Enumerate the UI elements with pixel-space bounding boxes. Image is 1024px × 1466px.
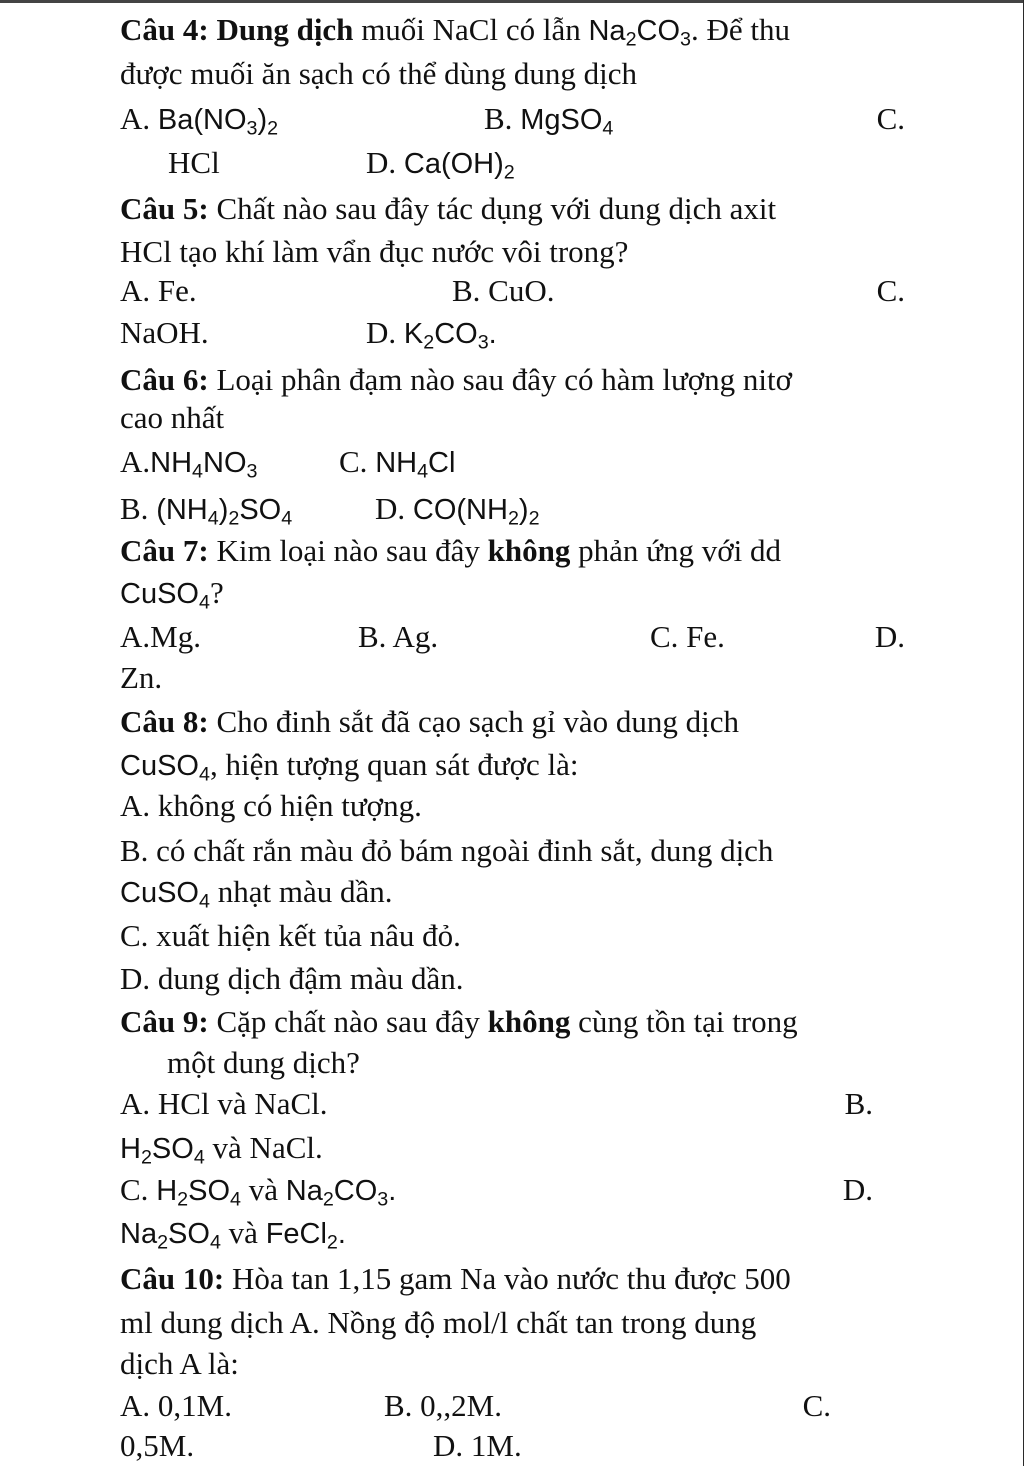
q9-option-b-value[interactable]	[120, 1128, 905, 1169]
q9-option-b[interactable]: B.	[844, 1086, 873, 1121]
q5-stem-line-2: HCl tạo khí làm vẩn đục nước vôi trong?	[120, 234, 629, 269]
q4-label: Câu 4:	[120, 12, 209, 47]
formula-urea: $CO(NH_2)_2$	[412, 494, 540, 530]
q9-option-d-value[interactable]	[120, 1213, 905, 1254]
q8-label: Câu 8:	[120, 704, 209, 739]
q10-option-d[interactable]: D. 1M.	[433, 1428, 522, 1463]
q9-option-b-end: và NaCl.	[204, 1130, 323, 1165]
q8-option-d[interactable]: D. dung dịch đậm màu dần.	[120, 961, 464, 996]
q9-label: Câu 9:	[120, 1004, 209, 1039]
q7-option-c[interactable]: C. Fe.	[650, 619, 725, 654]
formula-nh4cl: $NH_4Cl$	[375, 447, 456, 483]
formula-fecl2: FeCl$_2$.	[265, 1218, 346, 1254]
q8-option-c[interactable]: C. xuất hiện kết tủa nâu đỏ.	[120, 918, 461, 953]
q7-stem-emphasis: không	[487, 533, 571, 568]
q6-option-a[interactable]: $A.NH_4NO_3$	[120, 444, 258, 483]
formula-na2so4: $Na_2SO_4$	[120, 1218, 221, 1254]
q6-option-b[interactable]: B. $(NH_4)_2SO_4$	[120, 491, 293, 530]
q8-option-b-line-1[interactable]: B. có chất rắn màu đỏ bám ngoài đinh sắt, dung dịch	[120, 833, 774, 868]
q4-stem-bold: Dung dịch	[208, 12, 354, 47]
q9-option-c[interactable]: C. $H_2SO_4$ và $Na_2CO_3$.	[120, 1172, 397, 1211]
q7-question-mark: ?	[209, 575, 224, 610]
q4-option-c-value[interactable]: HCl	[168, 145, 220, 180]
q8-option-b-end: nhạt màu dần.	[209, 874, 393, 909]
formula-cuso4-q8: CuSO$_4$	[120, 750, 210, 786]
q10-option-b[interactable]: B. 0,,2M.	[384, 1388, 502, 1423]
q9-option-d[interactable]: D.	[842, 1172, 873, 1207]
q8-option-a[interactable]: A. không có hiện tượng.	[120, 788, 422, 823]
q10-option-c[interactable]: C.	[802, 1388, 831, 1423]
q6-label: Câu 6:	[120, 362, 209, 397]
q8-stem-text-end: , hiện tượng quan sát được là:	[209, 747, 579, 782]
q5-stem-text: Chất nào sau đây tác dụng với dung dịch axit	[208, 191, 777, 226]
q10-stem-line-3: dịch A là:	[120, 1346, 239, 1381]
q4-option-a[interactable]: A. $Ba(NO_3)_2$	[120, 101, 279, 140]
q5-option-c-value[interactable]: NaOH.	[120, 315, 209, 350]
q5-option-a[interactable]: A. Fe.	[120, 273, 197, 308]
q9-stem-text-end: cùng tồn tại trong	[570, 1004, 798, 1039]
formula-mgso4: MgSO$_4$	[520, 104, 614, 140]
q8-stem-text: Cho đinh sắt đã cạo sạch gỉ vào dung dịch	[208, 704, 740, 739]
q6-stem-line-2: cao nhất	[120, 400, 225, 435]
q7-option-a[interactable]: A.Mg.	[120, 619, 201, 654]
q4-stem-line-2: được muối ăn sạch có thể dùng dung dịch	[120, 56, 638, 91]
q10-stem-line-2: ml dung dịch A. Nồng độ mol/l chất tan trong dung	[120, 1305, 757, 1340]
q4-option-c[interactable]: C.	[876, 101, 905, 136]
formula-nh4-2so4: $(NH_4)_2SO_4$	[156, 494, 293, 530]
q5-option-d[interactable]: D. $K_2CO_3$.	[366, 315, 497, 354]
q4-stem-line-1	[120, 10, 905, 51]
q5-option-b[interactable]: B. CuO.	[452, 273, 555, 308]
q6-option-c[interactable]: C. $NH_4Cl$	[339, 444, 456, 483]
formula-k2co3: $K_2CO_3$.	[403, 318, 497, 354]
q7-label: Câu 7:	[120, 533, 209, 568]
q10-option-c-value[interactable]: 0,5M.	[120, 1428, 195, 1463]
q8-option-b-line-2[interactable]	[120, 872, 905, 913]
top-border	[0, 0, 1024, 3]
q5-option-c[interactable]: C.	[876, 273, 905, 308]
q8-stem-line-2	[120, 745, 905, 786]
q6-stem-text: Loại phân đạm nào sau đây có hàm lượng nitơ	[208, 362, 793, 397]
formula-cuso4-q8b: CuSO$_4$	[120, 877, 210, 913]
formula-na2co3: $Na_2CO_3$	[588, 15, 691, 51]
q7-stem-line-1	[120, 531, 905, 571]
formula-h2so4: $H_2SO_4$	[120, 1133, 205, 1169]
q10-option-a[interactable]: A. 0,1M.	[120, 1388, 232, 1423]
q9-stem-line-1	[120, 1002, 905, 1042]
q4-option-b[interactable]: B. MgSO$_4$	[484, 101, 614, 140]
formula-nh4no3: $NH_4NO_3$	[150, 447, 258, 483]
q9-stem-text: Cặp chất nào sau đây	[208, 1004, 488, 1039]
q8-stem-line-1	[120, 702, 905, 742]
q5-stem-line-1	[120, 189, 905, 229]
formula-h2so4-c: $H_2SO_4$	[156, 1175, 241, 1211]
q7-option-d[interactable]: D.	[874, 619, 905, 654]
q7-option-d-value[interactable]: Zn.	[120, 660, 163, 695]
q7-stem-text: Kim loại nào sau đây	[208, 533, 488, 568]
q7-option-b[interactable]: B. Ag.	[358, 619, 439, 654]
q9-option-a[interactable]: A. HCl và NaCl.	[120, 1086, 328, 1121]
q10-stem-text: Hòa tan 1,15 gam Na vào nước thu được 500	[224, 1261, 791, 1296]
formula-cuso4: CuSO$_4$	[120, 578, 210, 614]
q5-label: Câu 5:	[120, 191, 209, 226]
q4-stem-text-end: . Để thu	[691, 12, 791, 47]
q7-options-line-2	[120, 658, 905, 698]
formula-ba-no3-2: $Ba(NO_3)_2$	[157, 104, 279, 140]
q6-option-d[interactable]: D. $CO(NH_2)_2$	[375, 491, 540, 530]
q9-stem-emphasis: không	[487, 1004, 571, 1039]
q10-stem-line-1	[120, 1259, 905, 1299]
formula-na2co3-c: $Na_2CO_3$.	[285, 1175, 397, 1211]
q9-stem-line-2: một dung dịch?	[167, 1045, 360, 1080]
q6-stem-line-1	[120, 360, 905, 400]
q9-option-d-mid: và	[220, 1215, 266, 1250]
q10-label: Câu 10:	[120, 1261, 225, 1296]
formula-ca-oh-2: $Ca(OH)_2$	[403, 148, 515, 184]
q7-stem-text-end: phản ứng với dd	[570, 533, 781, 568]
q4-option-d[interactable]: D. $Ca(OH)_2$	[366, 145, 515, 184]
q4-stem-text: muối NaCl có lẫn	[353, 12, 589, 47]
q7-stem-line-2	[120, 573, 905, 614]
